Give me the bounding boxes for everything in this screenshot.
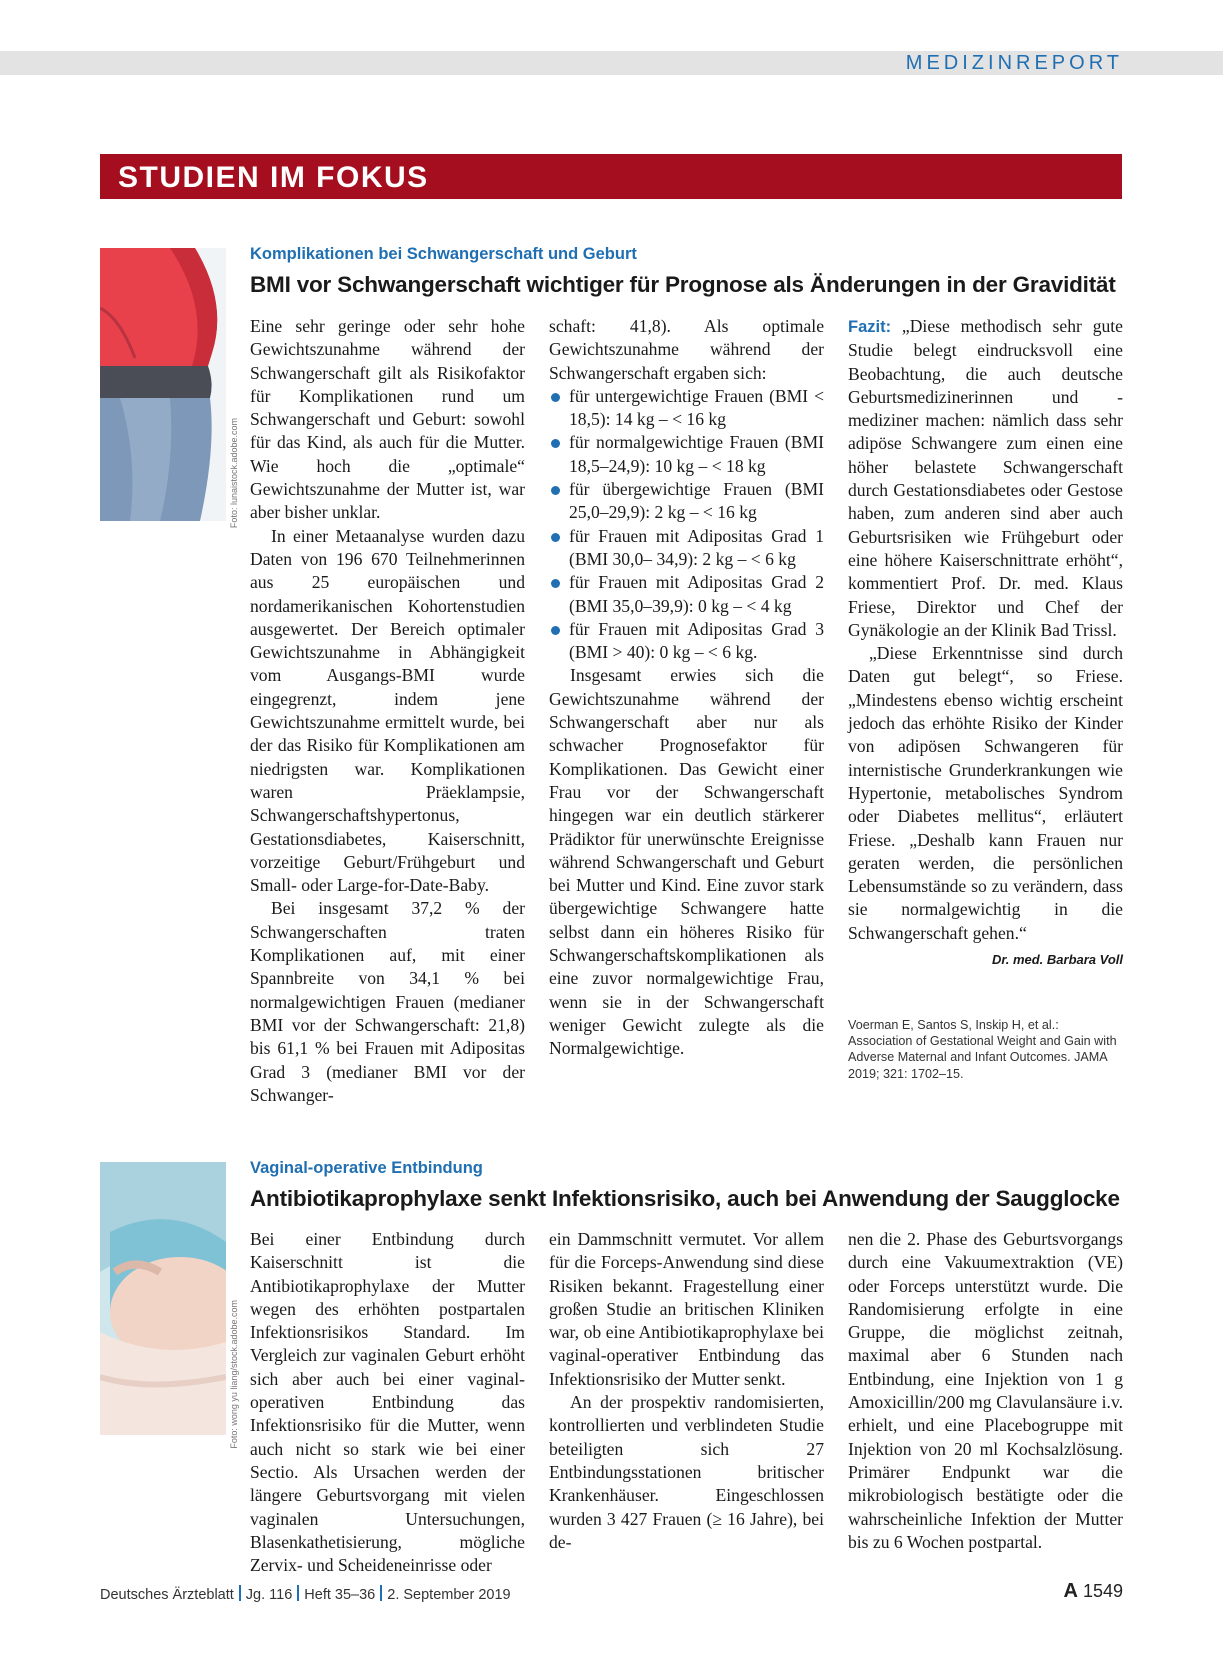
list-item: für untergewichtige Frauen (BMI < 18,5): 14 kg – < 16 kg: [549, 385, 824, 432]
fazit-text: „Diese methodisch sehr gute Studie belegt eindrucksvoll eine Beobachtung, die auch deutsche Geburtsmedizinerinnen und -mediziner machen: nämlich dass sehr adipöse Schwangere zum einen eine höher belastete Schwangerschaft durch Gestationsdiabetes oder Gestose haben, zum anderen sind aber auch Geburtsrisiken wie Frühgeburt oder eine höhere Kaiserschnittrate erhöht“, kommentiert Prof. Dr. med. Klaus Friese, Direktor und Chef der Gynäkologie an der Klinik Bad Trissl.: [848, 316, 1123, 640]
fazit-label: Fazit:: [848, 318, 892, 336]
issue-date: 2. September 2019: [387, 1587, 511, 1603]
section-label: MEDIZINREPORT: [905, 52, 1123, 74]
page-number-value: 1549: [1082, 1581, 1123, 1601]
bullet-list: [549, 385, 824, 665]
article2-column-1: [250, 1228, 525, 1577]
paragraph: ein Dammschnitt vermutet. Vor allem für die Forceps-Anwendung sind diese Risiken bekannt. Fragestellung einer großen Studie an britischen Kliniken war, ob eine Antibiotikaprophylaxe bei vaginal-operativer Entbindung das Infektionsrisiko der Mutter senkt.: [549, 1229, 824, 1389]
list-item: für normalgewichtige Frauen (BMI 18,5–24,9): 10 kg – < 18 kg: [549, 431, 824, 478]
list-item: für Frauen mit Adipositas Grad 2 (BMI 35,0–39,9): 0 kg – < 4 kg: [549, 571, 824, 618]
footer-citation: [100, 1585, 511, 1603]
volume: Jg. 116: [245, 1587, 293, 1603]
separator: [239, 1585, 241, 1601]
article2-kicker: Vaginal-operative Entbindung: [250, 1159, 483, 1177]
separator: [380, 1585, 382, 1601]
list-item: für übergewichtige Frauen (BMI 25,0–29,9): 2 kg – < 16 kg: [549, 478, 824, 525]
fazit-paragraph: [848, 315, 1123, 642]
article1-column-1: [250, 315, 525, 1107]
paragraph: [848, 642, 1123, 968]
article1-reference: Voerman E, Santos S, Inskip H, et al.: Association of Gestational Weight and Gain with Adverse Maternal and Infant Outcomes. JAMA 2019; 321: 1702–15.: [848, 1018, 1117, 1081]
paragraph: Eine sehr geringe oder sehr hohe Gewichtszunahme während der Schwangerschaft gilt als Risikofaktor für Komplikationen rund um Schwangerschaft und Geburt: sowohl für das Kind, als auch für die Mutter. Wie hoch die „optimale“ Gewichtszunahme der Mutter ist, war aber bisher unklar.: [250, 316, 525, 523]
author: Dr. med. Barbara Voll: [991, 952, 1123, 968]
article2-column-2: [549, 1228, 824, 1554]
article1-column-2: [549, 315, 824, 1061]
article1-column-3: [848, 315, 1123, 971]
page-prefix: A: [1063, 1580, 1078, 1602]
paragraph: Insgesamt erwies sich die Gewichtszunahme während der Schwangerschaft aber nur als schwacher Prognosefaktor für Komplikationen. Das Gewicht einer Frau vor der Schwangerschaft hingegen war ein deutlich stärkerer Prädiktor für unerwünschte Ereignisse während Schwangerschaft und Geburt bei Mutter und Kind. Eine zuvor stark übergewichtige Schwangere hatte selbst dann ein höheres Risiko für Schwangerschaftskomplikationen als eine zuvor normalgewichtige Frau, wenn sie in der Schwangerschaft weniger Gewicht zulegte als die Normalgewichtige.: [549, 665, 824, 1059]
separator: [297, 1585, 299, 1601]
list-item: für Frauen mit Adipositas Grad 3 (BMI > 40): 0 kg – < 6 kg.: [549, 618, 824, 665]
article2-headline: Antibiotikaprophylaxe senkt Infektionsrisiko, auch bei Anwendung der Saugglocke: [250, 1186, 1120, 1211]
paragraph: Bei einer Entbindung durch Kaiserschnitt ist die Antibiotikaprophylaxe der Mutter wegen des erhöhten postpartalen Infektionsrisikos Standard. Im Vergleich zur vaginalen Geburt erhöht sich aber auch bei einer vaginal-operativen Entbindung das Infektionsrisiko für die Mutter, wenn auch nicht so stark wie bei einer Sectio. Als Ursachen werden der längere Geburtsvorgang mit vielen vaginalen Untersuchungen, Blasenkathetisierung, mögliche Zervix- und Scheideneinrisse oder: [250, 1229, 525, 1576]
article2-photo: [100, 1162, 226, 1435]
paragraph: nen die 2. Phase des Geburtsvorgangs durch eine Vakuumextraktion (VE) oder Forceps unterstützt wurde. Die Randomisierung erfolgte in eine Gruppe, die möglichst zeitnah, maximal aber 6 Stunden nach Entbindung, eine Injektion von 1 g Amoxicillin/200 mg Clavulansäure i.v. erhielt, und eine Placebogruppe mit Injektion von 20 ml Kochsalzlösung. Primärer Endpunkt war die mikrobiologisch bestätigte oder die wahrscheinliche Infektion der Mutter bis zu 6 Wochen postpartal.: [848, 1229, 1123, 1552]
list-item: für Frauen mit Adipositas Grad 1 (BMI 30,0– 34,9): 2 kg – < 6 kg: [549, 525, 824, 572]
banner-title: STUDIEN IM FOKUS: [118, 161, 429, 194]
article1-headline: BMI vor Schwangerschaft wichtiger für Prognose als Änderungen in der Gravidität: [250, 272, 1116, 297]
article1-photo: [100, 248, 226, 521]
article2-photo-credit: Foto: wong yu liang/stock.adobe.com: [229, 1300, 239, 1449]
paragraph: An der prospektiv randomisierten, kontrollierten und verblindeten Studie beteiligten sich 27 Entbindungsstationen britischer Krankenhäuser. Eingeschlossen wurden 3 427 Frauen (≥ 16 Jahre), bei de-: [549, 1392, 824, 1552]
paragraph: schaft: 41,8). Als optimale Gewichtszunahme während der Schwangerschaft ergaben sich:: [549, 316, 824, 383]
article2-column-3: [848, 1228, 1123, 1554]
article1-photo-credit: Foto: lunaistock.adobe.com: [229, 418, 239, 529]
journal-name: Deutsches Ärzteblatt: [100, 1587, 234, 1603]
page-number: [1063, 1580, 1123, 1603]
fazit-text-2: „Diese Erkenntnisse sind durch Daten gut belegt“, so Friese. „Mindestens ebenso wichtig erscheint jedoch das erhöhte Risiko der Kinder von adipösen Schwangeren für internistische Grunderkrankungen wie Hypertonie, metabolisches Syndrom oder Diabetes mellitus“, erläutert Friese. „Deshalb kann Frauen nur geraten werden, die persönlichen Lebensumstände so zu verändern, dass sie normalgewichtig in die Schwangerschaft gehen.“: [848, 643, 1123, 943]
paragraph: Bei insgesamt 37,2 % der Schwangerschaften traten Komplikationen auf, mit einer Spannbreite von 34,1 % bei normalgewichtigen Frauen (medianer BMI vor der Schwangerschaft: 21,8) bis 61,1 % bei Frauen mit Adipositas Grad 3 (medianer BMI vor der Schwanger-: [250, 898, 525, 1105]
issue: Heft 35–36: [304, 1587, 376, 1603]
paragraph: In einer Metaanalyse wurden dazu Daten von 196 670 Teilnehmerinnen aus 25 europäischen und nordamerikanischen Kohortenstudien ausgewertet. Der Bereich optimaler Gewichtszunahme in Abhängigkeit vom Ausgangs-BMI wurde eingegrenzt, indem jene Gewichtszunahme ermittelt wurde, bei der das Risiko für Komplikationen am niedrigsten war. Komplikationen waren Präeklampsie, Schwangerschaftshypertonus, Gestationsdiabetes, Kaiserschnitt, vorzeitige Geburt/Frühgeburt und Small- oder Large-for-Date-Baby.: [250, 525, 525, 896]
article1-kicker: Komplikationen bei Schwangerschaft und Geburt: [250, 245, 637, 263]
banner: [100, 154, 1122, 199]
